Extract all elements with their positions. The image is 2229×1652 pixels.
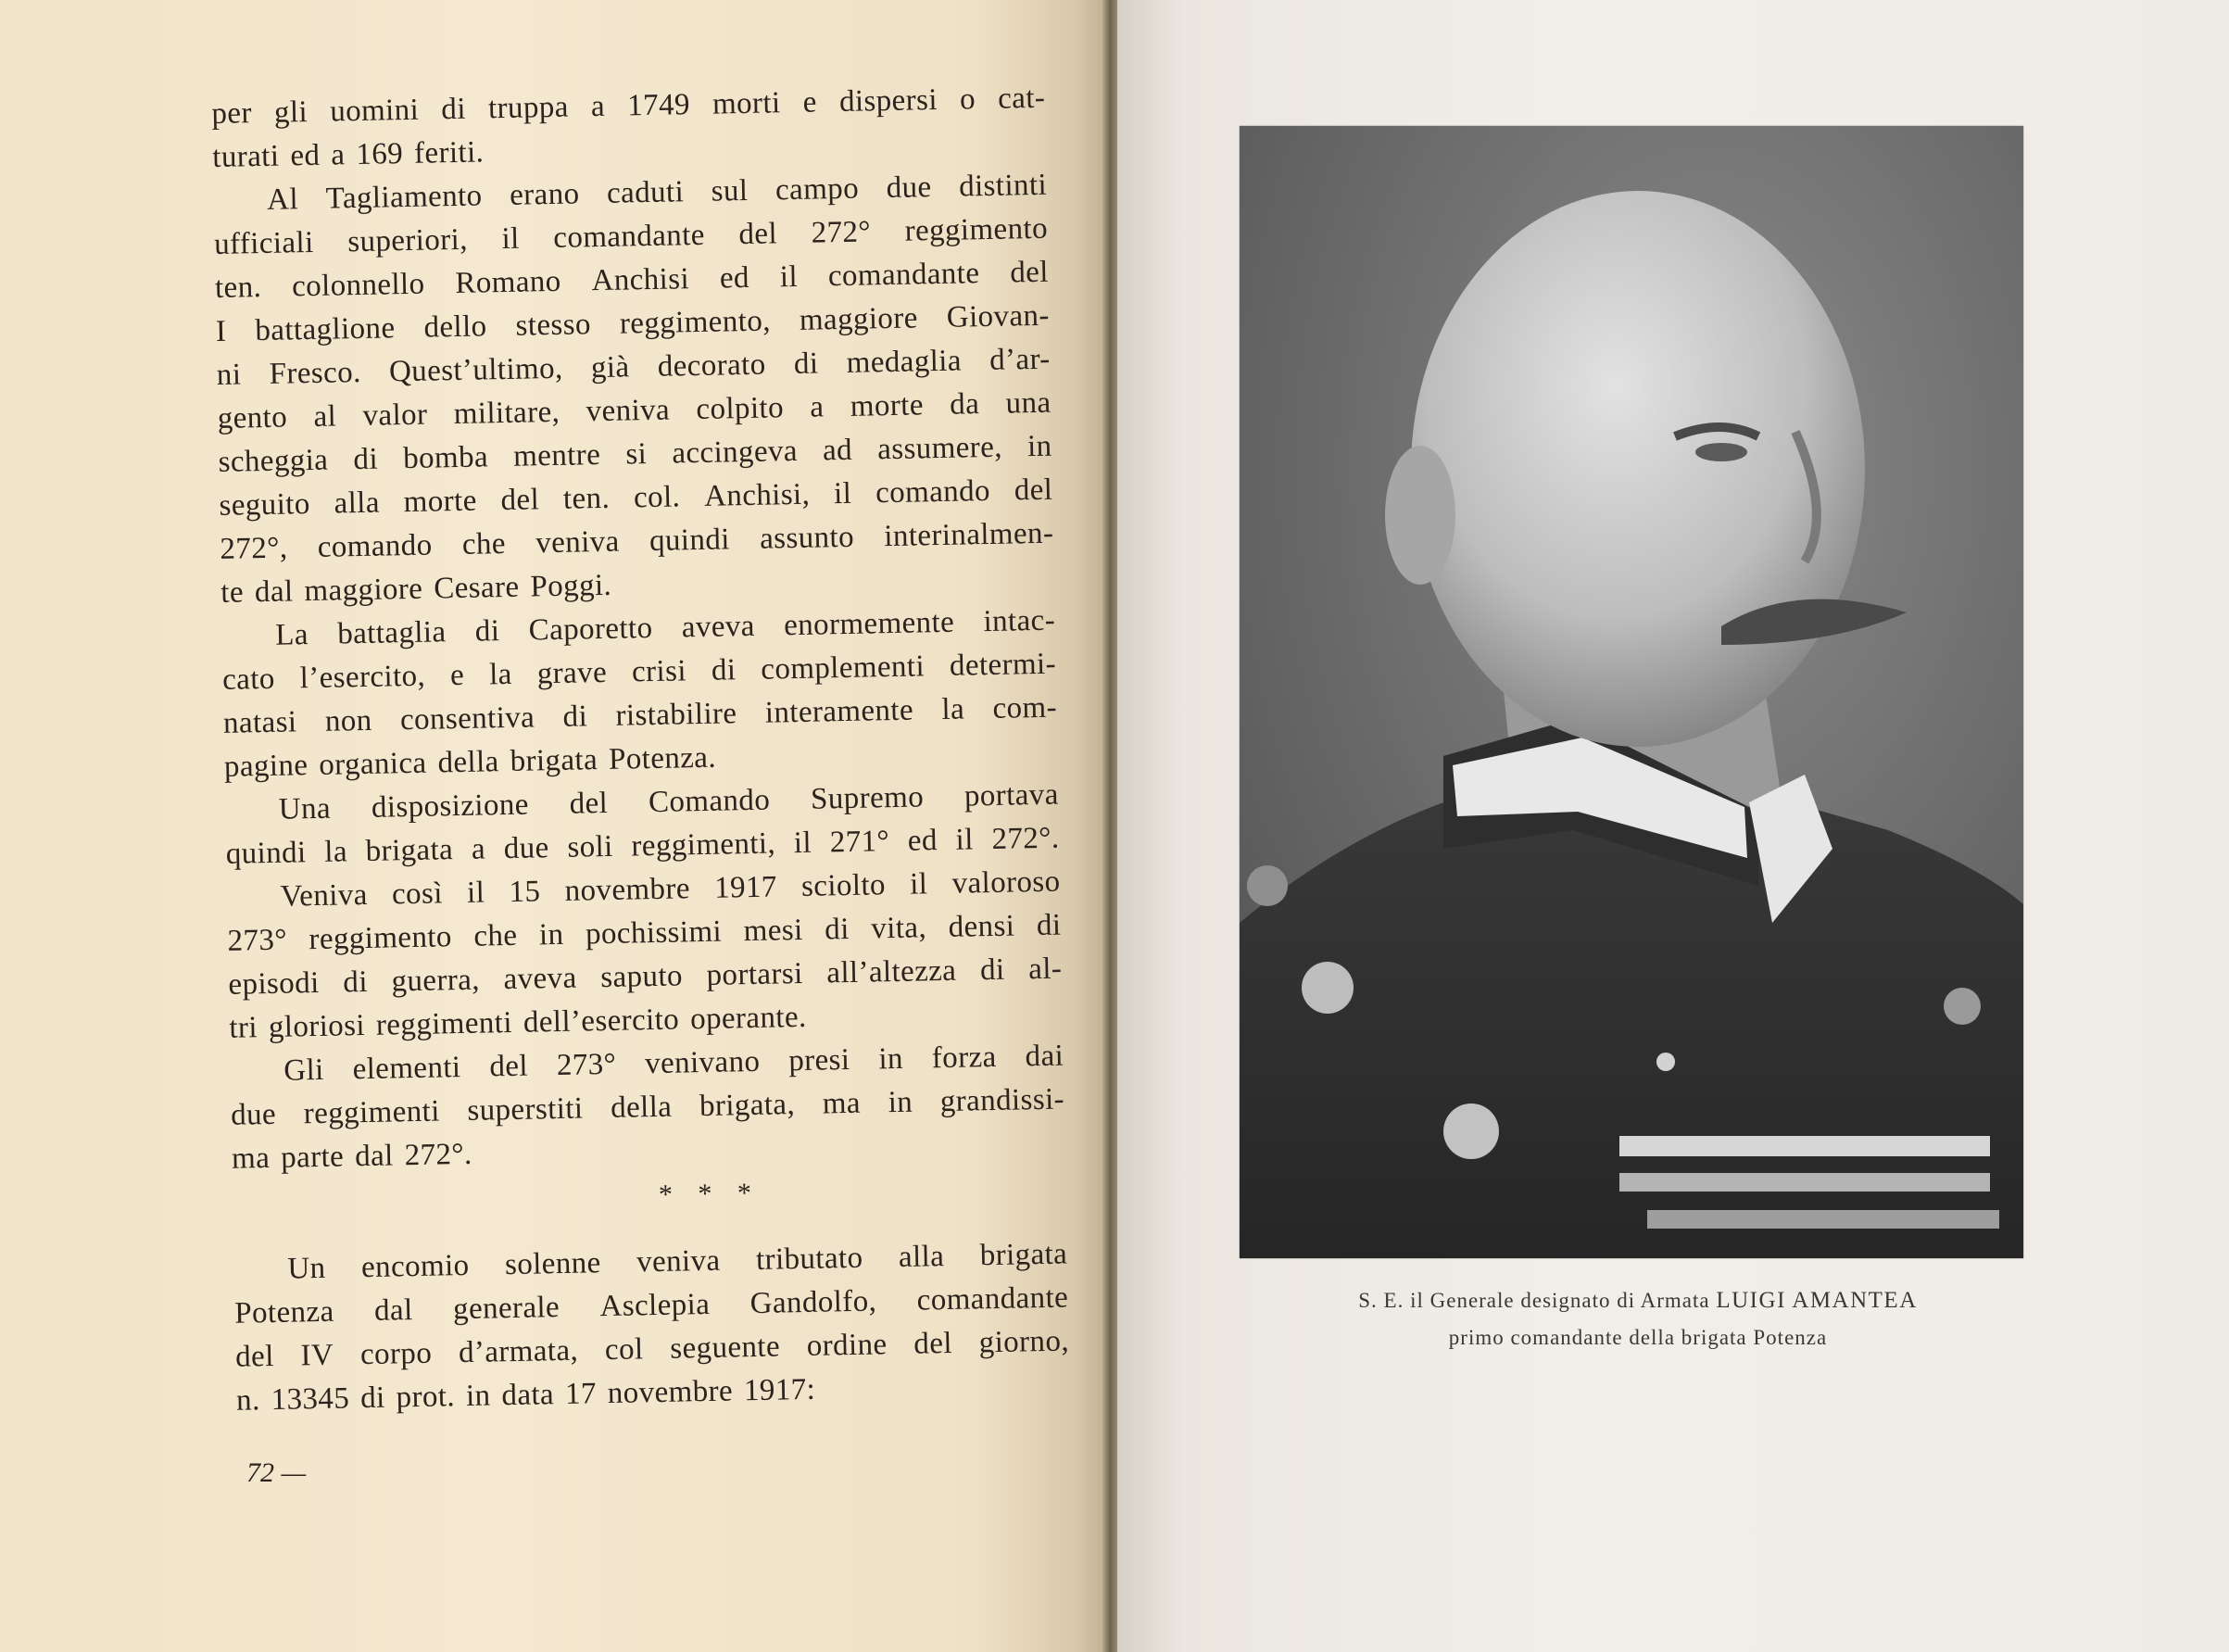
text-line: scheggia di bomba mentre si accingeva ad assumere, in bbox=[218, 429, 1052, 479]
caption-name: LUIGI AMANTEA bbox=[1716, 1288, 1918, 1313]
text-line: n. 13345 di prot. in data 17 novembre 1917: bbox=[235, 1372, 816, 1418]
caption-line-2: primo comandante della brigata Potenza bbox=[1448, 1326, 1828, 1349]
text-line: cato l’esercito, e la grave crisi di complementi determi- bbox=[221, 647, 1057, 697]
text-line: ma parte dal 272°. bbox=[231, 1137, 472, 1176]
text-line: seguito alla morte del ten. col. Anchisi, il comando del bbox=[219, 473, 1053, 523]
text-line: turati ed a 169 feriti. bbox=[211, 135, 485, 174]
text-line: I battaglione dello stesso reggimento, maggiore Giovan- bbox=[215, 298, 1051, 348]
text-line: 273° reggimento che in pochissimi mesi di vita, densi di bbox=[227, 908, 1062, 958]
text-line: Un encomio solenne veniva tributato alla brigata bbox=[287, 1237, 1068, 1286]
text-line: pagine organica della brigata Potenza. bbox=[223, 740, 717, 784]
text-line: Una disposizione del Comando Supremo portava bbox=[278, 777, 1060, 826]
text-line: Gli elementi del 273° venivano presi in forza dai bbox=[283, 1039, 1064, 1088]
text-line: per gli uomini di truppa a 1749 morti e dispersi o cat- bbox=[211, 81, 1046, 131]
text-line: ufficiali superiori, il comandante del 272° reggimento bbox=[213, 211, 1049, 261]
photo-caption bbox=[1240, 1282, 2036, 1356]
body-text bbox=[211, 77, 1070, 1423]
text-line: gento al valor militare, veniva colpito a morte da una bbox=[217, 385, 1052, 435]
text-line: quindi la brigata a due soli reggimenti, il 271° ed il 272°. bbox=[225, 821, 1060, 871]
page-number: 72 — bbox=[246, 1457, 307, 1488]
text-line: ten. colonnello Romano Anchisi ed il comandante del bbox=[214, 255, 1050, 305]
text-line: ni Fresco. Quest’ultimo, già decorato di medaglia d’ar- bbox=[216, 342, 1051, 392]
caption-line-1 bbox=[1240, 1282, 2036, 1319]
text-line: Potenza dal generale Asclepia Gandolfo, comandante bbox=[233, 1280, 1069, 1330]
text-line: episodi di guerra, aveva saputo portarsi all’altezza di al- bbox=[228, 952, 1063, 1002]
text-line: 272°, comando che veniva quindi assunto interinalmen- bbox=[220, 516, 1054, 566]
text-line: natasi non consentiva di ristabilire interamente la com- bbox=[222, 690, 1058, 740]
caption-title: S. E. il Generale designato di Armata bbox=[1358, 1289, 1717, 1312]
text-line: Al Tagliamento erano caduti sul campo due distinti bbox=[266, 168, 1048, 217]
text-line: te dal maggiore Cesare Poggi. bbox=[220, 568, 612, 610]
text-line: La battaglia di Caporetto aveva enormemente intac- bbox=[274, 603, 1056, 652]
text-line: tri gloriosi reggimenti dell’esercito operante. bbox=[229, 1000, 807, 1045]
text-line: Veniva così il 15 novembre 1917 sciolto il valoroso bbox=[280, 864, 1061, 914]
text-line: del IV corpo d’armata, col seguente ordine del giorno, bbox=[234, 1324, 1070, 1374]
section-separator: * * * bbox=[658, 1177, 762, 1210]
text-line: due reggimenti superstiti della brigata, ma in grandissi- bbox=[230, 1082, 1065, 1132]
portrait-photo bbox=[1240, 126, 2023, 1258]
